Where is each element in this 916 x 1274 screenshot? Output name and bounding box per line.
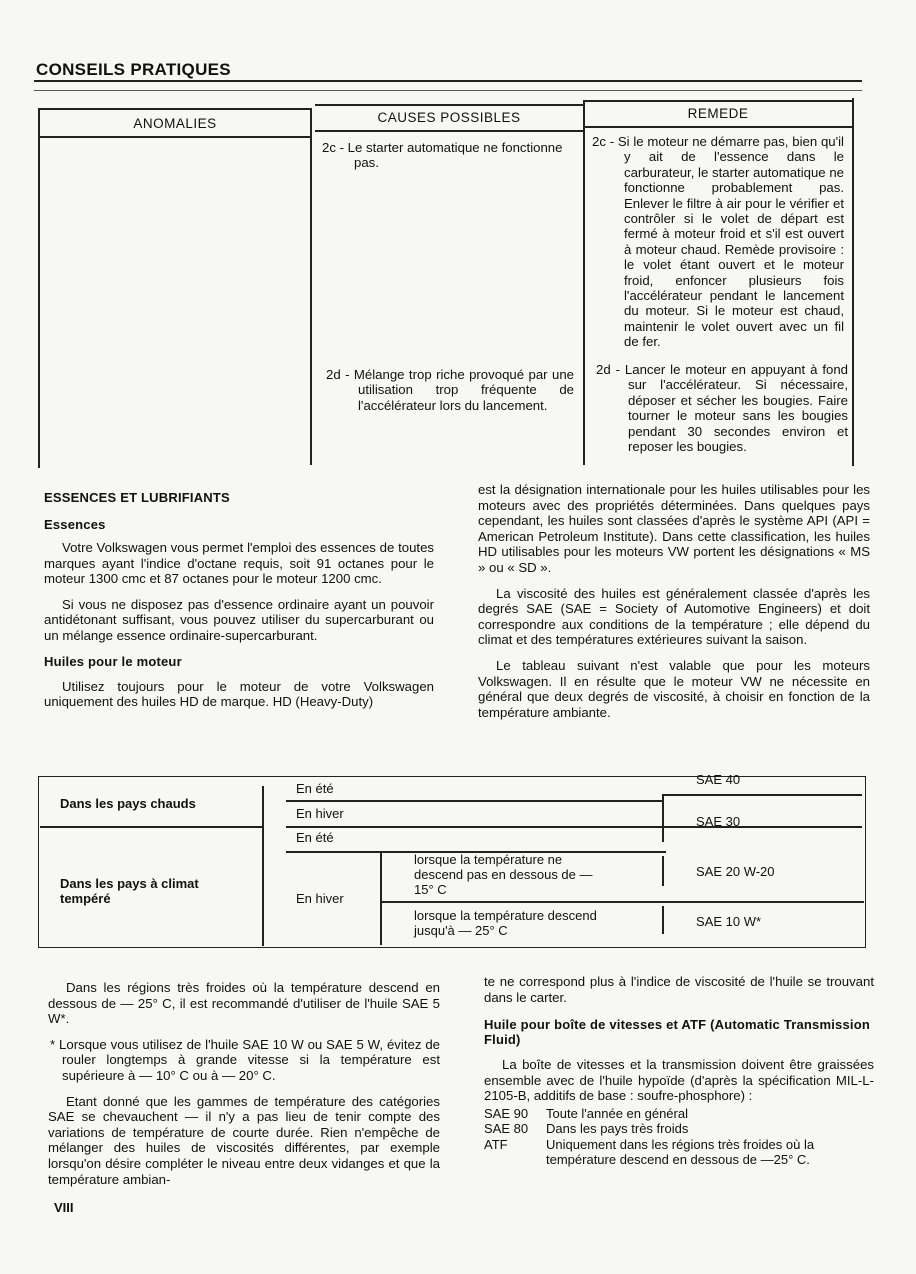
cause-2d: [326, 367, 574, 413]
paragraph: Etant donné que les gammes de température des catégories SAE se chevauchent — il n'y a pas lieu de tenir compte des variations de température de courte durée. Rien n'empêche de mélanger des huiles de viscosités différentes, par exemple lorsqu'on désire compléter le niveau entre deux vidanges et que la température ambian-: [48, 1093, 440, 1187]
table-rule: [380, 901, 864, 903]
table-rule: [40, 826, 264, 828]
cause-text: Le starter automatique ne fonctionne pas.: [347, 140, 563, 171]
remedy-text: Si le moteur ne démarre pas, bien qu'il y ait de l'essence dans le carburateur, le starter automatique ne fonctionne probablement pas. Enlever le filtre à air pour le vérifier et contrôler si le volet de départ est fermé à moteur froid et s'il est ouvert à moteur chaud. Remède provisoire : le volet étant ouvert et le moteur froid, enfoncer plusieurs fois l'accélérateur pendant le lancement du moteur. Si le moteur est chaud, maintenir le volet ouvert avec un fil de fer.: [617, 134, 844, 350]
remedy-2d: [596, 362, 848, 454]
table-border: [38, 108, 40, 468]
remedy-code: 2d -: [596, 362, 620, 377]
condition-25: lorsque la température descend jusqu'à — 25° C: [414, 908, 597, 938]
left-column: [44, 490, 434, 710]
subheading-huiles: Huiles pour le moteur: [44, 653, 182, 669]
table-rule: [315, 130, 583, 132]
table-rule: [315, 104, 583, 106]
right-column: [478, 482, 870, 720]
table-rule: [38, 108, 312, 110]
spec-row: SAE 90 Toute l'année en général: [484, 1105, 688, 1121]
grade-sae10: SAE 10 W*: [696, 914, 762, 929]
table-rule: [38, 136, 312, 138]
grade-sae30: SAE 30: [696, 814, 741, 829]
spec-row: SAE 80 Dans les pays très froids: [484, 1121, 689, 1137]
header-rule: [34, 80, 862, 82]
subheading-essences: Essences: [44, 517, 106, 532]
table-border: [310, 110, 312, 465]
footnote: * Lorsque vous utilisez de l'huile SAE 10 W ou SAE 5 W, évitez de rouler longtemps à grande vitesse si la température est supérieure à — 10° C ou à — 20° C.: [50, 1036, 440, 1083]
table-border: [662, 856, 664, 886]
row-label-temperate: Dans les pays à climat tempéré: [60, 876, 199, 906]
row-label-hot: Dans les pays chauds: [60, 796, 196, 811]
page-number: VIII: [54, 1200, 74, 1215]
paragraph: est la désignation internationale pour les huiles utilisables pour les moteurs avec des propriétés déterminées. Dans quelques pays cependant, les huiles sont classées d'après le système API (API = American Petroleum Institute). Dans cette classification, les huiles HD utilisables pour les moteurs VW portent les désignations « MS » ou « SD ».: [478, 482, 870, 575]
condition-15: lorsque la température ne descend pas en dessous de — 15° C: [414, 852, 593, 897]
paragraph: Votre Volkswagen vous permet l'emploi des essences de toutes marques ayant l'indice d'octane requis, soit 91 octanes pour le moteur 1300 cmc et 87 octanes pour le moteur 1200 cmc.: [44, 540, 434, 587]
season-summer: En été: [296, 830, 334, 845]
season-winter: En hiver: [296, 891, 344, 906]
table-border: [662, 796, 664, 842]
bottom-left-column: [48, 980, 440, 1187]
paragraph: Utilisez toujours pour le moteur de votre Volkswagen uniquement des huiles HD de marque. HD (Heavy-Duty): [44, 678, 434, 710]
table-rule: [286, 800, 662, 802]
table-border: [583, 100, 585, 465]
section-title: ESSENCES ET LUBRIFIANTS: [44, 490, 230, 505]
col-header-anomalies: ANOMALIES: [133, 116, 217, 131]
table-border: [380, 853, 382, 945]
cause-code: 2d -: [326, 367, 350, 382]
paragraph: Le tableau suivant n'est valable que pour les moteurs Volkswagen. Il en résulte que le moteur VW ne nécessite en général que deux degrés de viscosité, à choisir en fonction de la température ambiante.: [478, 657, 870, 720]
subheading-boite: Huile pour boîte de vitesses et ATF (Automatic Transmission Fluid): [484, 1017, 870, 1048]
remedy-text: Lancer le moteur en appuyant à fond sur l'accélérateur. Si nécessaire, déposer et sécher les bougies. Faire tourner le moteur sans les bougies pendant 30 secondes environ et reposer les bougies.: [624, 362, 848, 455]
paragraph: La boîte de vitesses et la transmission doivent être graissées ensemble avec de l'huile hypoïde (d'après la spécification MIL-L-2105-B, additifs de base : soufre-phosphore) :: [484, 1057, 874, 1104]
page-title: CONSEILS PRATIQUES: [36, 60, 231, 79]
paragraph: La viscosité des huiles est généralement classée d'après les degrés SAE (SAE = Society of Automotive Engineers) et doit correspondre aux conditions de la température ; elle dépend du climat et des températures extérieures suivant la saison.: [478, 585, 870, 648]
table-border: [662, 906, 664, 934]
cause-code: 2c -: [322, 140, 344, 155]
season-winter: En hiver: [296, 806, 344, 821]
col-header-remede: REMEDE: [687, 106, 749, 121]
bottom-right-column: [484, 974, 874, 1168]
col-header-causes: CAUSES POSSIBLES: [377, 110, 521, 125]
header-rule-thin: [34, 90, 862, 91]
table-border: [262, 786, 264, 946]
table-rule: [583, 126, 853, 128]
table-rule: [583, 100, 853, 102]
paragraph: Si vous ne disposez pas d'essence ordinaire ayant un pouvoir antidétonant suffisant, vous pouvez utiliser du supercarburant ou un mélange essence ordinaire-supercarburant.: [44, 596, 434, 643]
spec-row: ATF Uniquement dans les régions très froides où la température descend en dessous de —25° C.: [484, 1136, 815, 1168]
spec-list: [484, 1106, 874, 1168]
cause-2c: [322, 140, 572, 171]
remedy-code: 2c -: [592, 134, 615, 149]
table-border: [852, 98, 854, 466]
grade-sae40: SAE 40: [696, 772, 741, 787]
paragraph: te ne correspond plus à l'indice de viscosité de l'huile se trouvant dans le carter.: [484, 974, 874, 1005]
table-rule: [662, 794, 862, 796]
grade-sae20: SAE 20 W-20: [696, 864, 775, 879]
table-rule: [286, 826, 862, 828]
cause-text: Mélange trop riche provoqué par une utilisation trop fréquente de l'accélérateur lors du lancement.: [353, 367, 574, 413]
remedy-2c: [592, 134, 844, 350]
season-summer: En été: [296, 781, 334, 796]
paragraph: Dans les régions très froides où la température descend en dessous de — 25° C, il est recommandé d'utiliser de l'huile SAE 5 W*.: [48, 980, 440, 1027]
